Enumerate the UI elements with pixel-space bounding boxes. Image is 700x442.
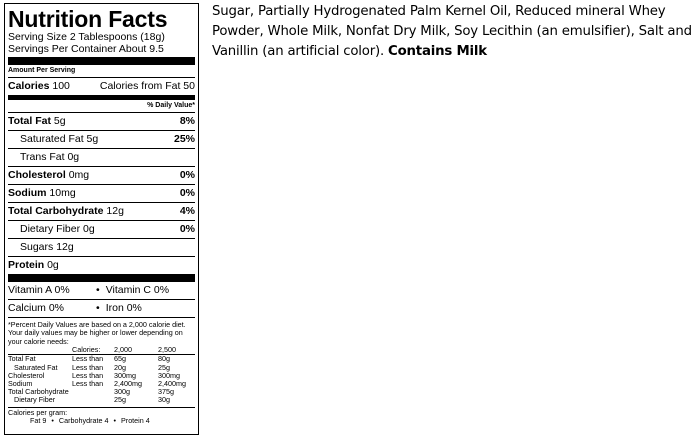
vitamin-row-a-c (8, 282, 195, 300)
nutrient-row-dietary-fiber: Dietary Fiber 0g 0% (8, 221, 195, 239)
amount-per-serving: Amount Per Serving (8, 65, 195, 78)
dv-sodium: 0% (179, 187, 195, 199)
calories-row (8, 78, 195, 96)
bullet-separator: • (96, 302, 100, 314)
vitamin-row-calcium-iron (8, 300, 195, 318)
calories-per-gram: Calories per gram: Fat 9 • Carbohydrate 4 • Protein 4 (8, 407, 195, 426)
dv-header: % Daily Value* (8, 100, 195, 113)
calories-value: 100 (52, 80, 70, 92)
dv-footnote: *Percent Daily Values are based on a 2,000 calorie diet. Your daily values may be higher or lower depending on your calorie needs: (8, 320, 186, 346)
dv-saturated-fat: 25% (173, 133, 195, 145)
ingredients-text (212, 2, 696, 62)
table-row: Cholesterol Less than 300mg 300mg (8, 370, 180, 380)
nutrient-row-total-fat: Total Fat 5g 8% (8, 113, 195, 131)
dv-dietary-fiber: 0% (179, 223, 195, 235)
nutrient-row-total-carbohydrate: Total Carbohydrate 12g 4% (8, 203, 195, 221)
nutrient-row-sugars: Sugars 12g (8, 239, 195, 257)
nutrient-row-cholesterol: Cholesterol 0mg 0% (8, 167, 195, 185)
daily-values-table (8, 346, 195, 404)
servings-per-container: Servings Per Container About 9.5 (8, 43, 164, 55)
vitamin-c: Vitamin C 0% (105, 284, 170, 296)
nutrient-row-protein: Protein 0g (8, 259, 59, 271)
table-row: Dietary Fiber 25g 30g (14, 395, 170, 405)
serving-size: Serving Size 2 Tablespoons (18g) (8, 31, 165, 43)
dv-table-header: Calories: 2,000 2,500 (72, 345, 176, 355)
calories-label: Calories (8, 80, 50, 92)
dv-total-fat: 8% (179, 115, 195, 127)
table-row: Total Carbohydrate 300g 375g (8, 387, 174, 397)
label-title: Nutrition Facts (8, 6, 168, 32)
allergen-statement: Contains Milk (388, 44, 487, 59)
table-row: Total Fat Less than 65g 80g (8, 355, 195, 364)
dv-total-carbohydrate: 4% (179, 205, 195, 217)
iron: Iron 0% (105, 302, 142, 314)
divider-thick (8, 57, 195, 65)
nutrition-facts-label (4, 3, 199, 435)
table-row: Sodium Less than 2,400mg 2,400mg (8, 379, 186, 389)
dv-cholesterol: 0% (179, 169, 195, 181)
calcium: Calcium 0% (8, 302, 65, 314)
nutrient-row-saturated-fat: Saturated Fat 5g 25% (8, 131, 195, 149)
bullet-separator: • (96, 284, 100, 296)
table-row: Saturated Fat Less than 20g 25g (14, 362, 170, 372)
calories-from-fat: Calories from Fat 50 (99, 80, 195, 92)
divider-thick-vitamins (8, 274, 195, 282)
vitamin-a: Vitamin A 0% (8, 284, 70, 296)
ingredients-list: Sugar, Partially Hydrogenated Palm Kernel Oil, Reduced mineral Whey Powder, Whole Milk, Nonfat Dry Milk, Soy Lecithin (an emulsifier), Salt and Vanillin (an artificial color). (212, 4, 692, 59)
nutrient-row-trans-fat: Trans Fat 0g (8, 149, 195, 167)
per-gram-values: Fat 9 • Carbohydrate 4 • Protein 4 (30, 416, 150, 426)
nutrient-row-sodium: Sodium 10mg 0% (8, 185, 195, 203)
